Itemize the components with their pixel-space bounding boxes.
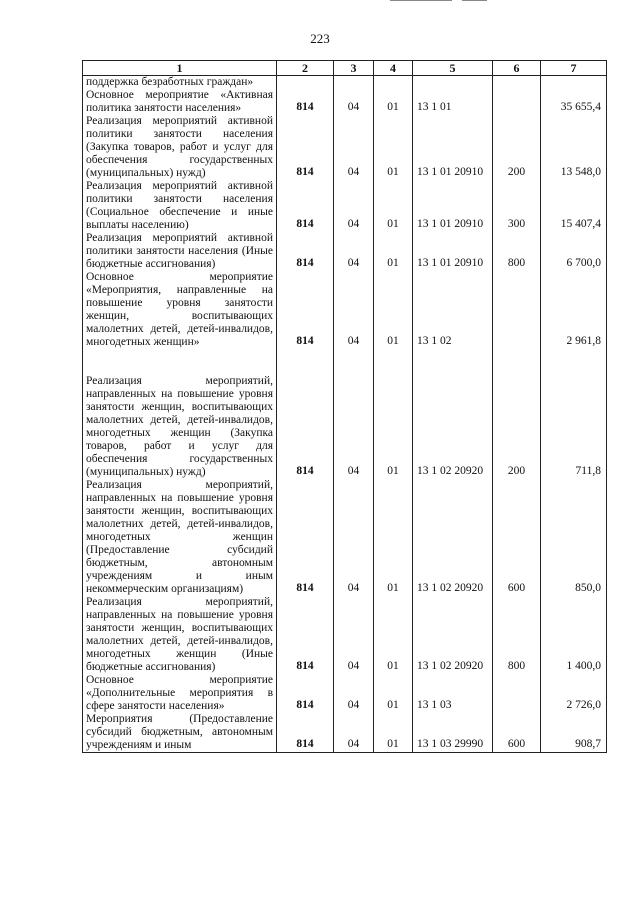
row-code-expense-type: 600	[493, 713, 541, 753]
row-code-subsection: 01	[374, 115, 413, 180]
row-code-target: 13 1 02	[413, 271, 493, 349]
row-code-ministry: 814	[277, 271, 334, 349]
table-row	[83, 76, 607, 90]
row-code-target	[413, 76, 493, 90]
row-code-target: 13 1 01 20910	[413, 180, 493, 232]
col-header-3: 3	[334, 61, 374, 76]
table-row	[83, 89, 607, 115]
table-row	[83, 180, 607, 232]
col-header-5: 5	[413, 61, 493, 76]
row-code-ministry: 814	[277, 713, 334, 753]
row-code-expense-type: 800	[493, 232, 541, 271]
row-code-section: 04	[334, 713, 374, 753]
row-code-subsection: 01	[374, 713, 413, 753]
row-code-ministry	[277, 76, 334, 90]
row-amount: 15 407,4	[541, 180, 607, 232]
row-amount	[541, 76, 607, 90]
row-amount: 1 400,0	[541, 596, 607, 674]
row-amount: 13 548,0	[541, 115, 607, 180]
table-row	[83, 115, 607, 180]
row-description: Реализация мероприятий активной политики занятости населения (Социальное обеспечение и иные выплаты населению)	[83, 180, 277, 232]
row-code-section: 04	[334, 479, 374, 596]
row-code-ministry: 814	[277, 349, 334, 479]
row-code-expense-type	[493, 674, 541, 713]
row-code-target: 13 1 02 20920	[413, 349, 493, 479]
row-code-target: 13 1 03 29990	[413, 713, 493, 753]
top-rule-short	[462, 0, 487, 1]
row-description: Реализация мероприятий, направленных на повышение уровня занятости женщин, воспитывающих малолетних детей, детей-инвалидов, многодетных женщин (Иные бюджетные ассигнования)	[83, 596, 277, 674]
row-amount: 2 961,8	[541, 271, 607, 349]
row-code-section: 04	[334, 115, 374, 180]
row-amount: 711,8	[541, 349, 607, 479]
row-code-subsection: 01	[374, 479, 413, 596]
row-code-expense-type: 200	[493, 349, 541, 479]
row-code-ministry: 814	[277, 115, 334, 180]
row-amount: 6 700,0	[541, 232, 607, 271]
row-code-target: 13 1 02 20920	[413, 479, 493, 596]
row-code-expense-type: 800	[493, 596, 541, 674]
row-code-expense-type	[493, 89, 541, 115]
row-code-section: 04	[334, 674, 374, 713]
row-code-target: 13 1 01 20910	[413, 115, 493, 180]
row-code-subsection: 01	[374, 596, 413, 674]
row-description: Реализация мероприятий, направленных на повышение уровня занятости женщин, воспитывающих малолетних детей, детей-инвалидов, многодетных женщин (Предоставление субсидий бюджетным, автономным учреждениям и иным некоммерческим организациям)	[83, 479, 277, 596]
top-rule	[390, 0, 452, 1]
row-description: Основное мероприятие «Мероприятия, направленные на повышение уровня занятости женщин, воспитывающих малолетних детей, детей-инвалидов, многодетных женщин»	[83, 271, 277, 349]
row-code-target: 13 1 02 20920	[413, 596, 493, 674]
row-amount: 2 726,0	[541, 674, 607, 713]
table-row	[83, 479, 607, 596]
table-body	[83, 76, 607, 753]
row-code-ministry: 814	[277, 674, 334, 713]
row-code-section: 04	[334, 89, 374, 115]
row-code-expense-type: 200	[493, 115, 541, 180]
row-code-section: 04	[334, 271, 374, 349]
row-code-subsection: 01	[374, 271, 413, 349]
row-code-target: 13 1 01	[413, 89, 493, 115]
row-code-expense-type: 600	[493, 479, 541, 596]
row-code-subsection: 01	[374, 674, 413, 713]
col-header-2: 2	[277, 61, 334, 76]
row-description: Реализация мероприятий, направленных на повышение уровня занятости женщин, воспитывающих малолетних детей, детей-инвалидов, многодетных женщин (Закупка товаров, работ и услуг для обеспечения государственных (муниципальных) нужд)	[83, 349, 277, 479]
row-code-expense-type: 300	[493, 180, 541, 232]
row-code-section: 04	[334, 349, 374, 479]
row-amount: 35 655,4	[541, 89, 607, 115]
table-row	[83, 674, 607, 713]
budget-table	[82, 60, 607, 753]
row-code-subsection	[374, 76, 413, 90]
row-code-target: 13 1 03	[413, 674, 493, 713]
row-code-subsection: 01	[374, 89, 413, 115]
row-code-expense-type	[493, 271, 541, 349]
row-description: Мероприятия (Предоставление субсидий бюджетным, автономным учреждениям и иным	[83, 713, 277, 753]
table-row	[83, 349, 607, 479]
table-row	[83, 232, 607, 271]
row-code-target: 13 1 01 20910	[413, 232, 493, 271]
row-code-subsection: 01	[374, 349, 413, 479]
row-code-section: 04	[334, 232, 374, 271]
row-code-ministry: 814	[277, 232, 334, 271]
row-description: поддержка безработных граждан»	[83, 76, 277, 90]
row-code-ministry: 814	[277, 596, 334, 674]
col-header-7: 7	[541, 61, 607, 76]
page-number: 223	[310, 31, 330, 46]
row-code-ministry: 814	[277, 89, 334, 115]
table-row	[83, 713, 607, 753]
col-header-1: 1	[83, 61, 277, 76]
row-code-section	[334, 76, 374, 90]
row-code-ministry: 814	[277, 180, 334, 232]
col-header-6: 6	[493, 61, 541, 76]
row-description: Реализация мероприятий активной политики занятости населения (Иные бюджетные ассигнования)	[83, 232, 277, 271]
row-amount: 850,0	[541, 479, 607, 596]
table-row	[83, 271, 607, 349]
row-code-expense-type	[493, 76, 541, 90]
table-row	[83, 596, 607, 674]
row-code-subsection: 01	[374, 180, 413, 232]
row-code-section: 04	[334, 596, 374, 674]
row-code-ministry: 814	[277, 479, 334, 596]
row-description: Основное мероприятие «Активная политика занятости населения»	[83, 89, 277, 115]
row-code-section: 04	[334, 180, 374, 232]
row-code-subsection: 01	[374, 232, 413, 271]
row-description: Реализация мероприятий активной политики занятости населения (Закупка товаров, работ и услуг для обеспечения государственных (муниципальных) нужд)	[83, 115, 277, 180]
col-header-4: 4	[374, 61, 413, 76]
row-description: Основное мероприятие «Дополнительные мероприятия в сфере занятости населения»	[83, 674, 277, 713]
header-row	[83, 61, 607, 76]
row-amount: 908,7	[541, 713, 607, 753]
